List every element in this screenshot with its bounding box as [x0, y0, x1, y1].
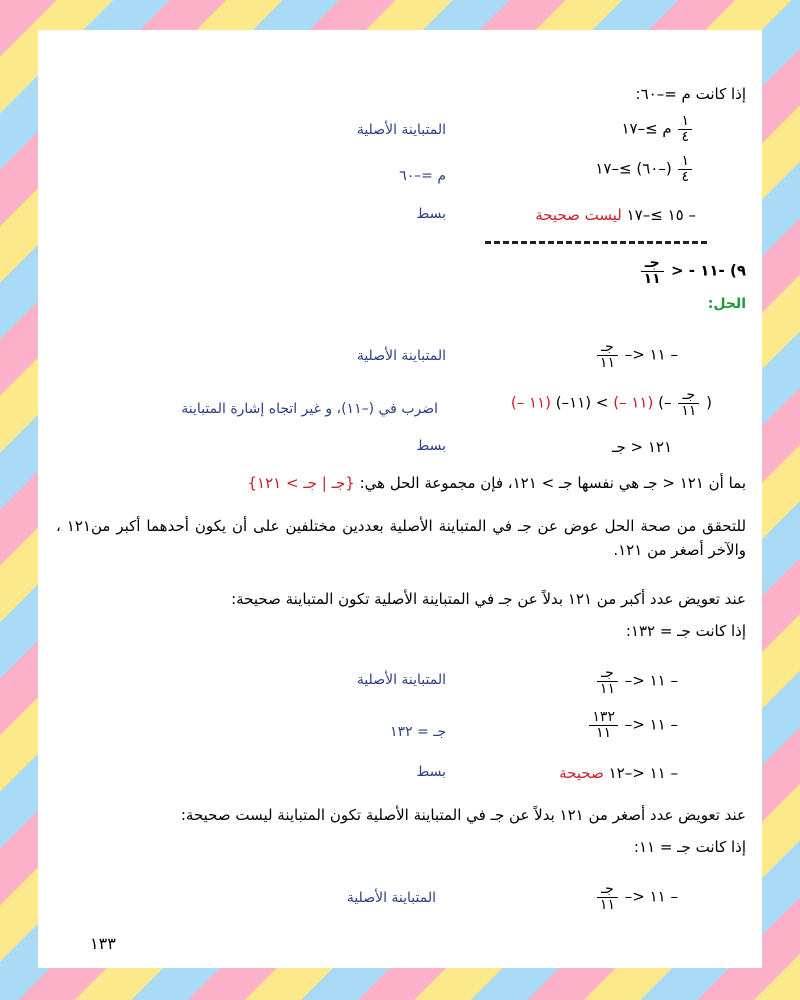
substitution-label: جـ = ١٣٢: [390, 724, 446, 740]
multiply-note: اضرب في (–١١)، و غير اتجاه إشارة المتباينة: [181, 401, 438, 417]
substitution-label: م =–٦٠: [399, 168, 446, 184]
eq-row-2: $\frac{١}{٤}$ (–٦٠) ≥–١٧: [595, 154, 694, 184]
fraction-j-over-11: $\frac{\text{جـ}}{١١}$: [597, 666, 618, 696]
simplify-label: بسط: [416, 438, 446, 454]
solution-set-value: {جـ | جـ > ١٢١}: [247, 474, 355, 492]
original-inequality-label: المتباينة الأصلية: [356, 348, 446, 364]
true-badge: صحيحة: [559, 764, 604, 782]
if-m-line: إذا كانت م =–٦٠:: [635, 85, 746, 103]
dashed-divider: [485, 241, 707, 244]
original-inequality-label: المتباينة الأصلية: [356, 122, 446, 138]
fraction-j-over-11: $\frac{\text{جـ}}{١١}$: [678, 388, 699, 418]
original-inequality-label: المتباينة الأصلية: [356, 672, 446, 688]
page-number: ١٣٣: [90, 934, 116, 953]
fraction-j-over-11: $\frac{\text{جـ}}{١١}$: [597, 340, 618, 370]
verify-paragraph: للتحقق من صحة الحل عوض عن جـ في المتباينة الأصلية بعددين مختلفين على أن يكون أحدهما أكبر من١٢١ ، والآخر أصغر من ١٢١.: [56, 517, 747, 559]
false-badge: ليست صحيحة: [535, 206, 622, 224]
solution-eq-1: – ١١ <– $\frac{\text{جـ}}{١١}$: [595, 340, 678, 370]
check-eq-1: – ١١ <– $\frac{\text{جـ}}{١١}$: [595, 666, 678, 696]
problem-number: ٩): [729, 261, 746, 280]
eq-row-1: $\frac{١}{٤}$ م ≥–١٧: [621, 114, 694, 144]
solution-heading: الحل:: [707, 296, 746, 312]
fraction-one-quarter: $\frac{١}{٤}$: [678, 154, 692, 184]
simplify-label: بسط: [416, 764, 446, 780]
result-equation: ١٢١ < جـ: [612, 438, 672, 456]
check-eq-3: – ١١ <–١٢ صحيحة: [559, 764, 678, 782]
fraction-132-over-11: $\frac{١٣٢}{١١}$: [589, 710, 618, 740]
fraction-one-quarter: $\frac{١}{٤}$: [678, 114, 692, 144]
check-eq-2: – ١١ <– $\frac{١٣٢}{١١}$: [587, 710, 678, 740]
multiply-equation: (– ١١) (–١١) < (– ١١) (– $\frac{\text{جـ}}{١١}$ ): [510, 387, 712, 419]
problem-9-line: ٩) -١١ - < $\frac{\text{جـ}}{١١}$: [639, 256, 746, 286]
worksheet-page: [38, 30, 762, 968]
fraction-j-over-11: $\frac{\text{جـ}}{١١}$: [597, 882, 618, 912]
smaller-paragraph: عند تعويض عدد أصغر من ١٢١ بدلاً عن جـ في المتباينة الأصلية تكون المتباينة ليست صحيحة:: [180, 806, 746, 824]
original-inequality-label: المتباينة الأصلية: [346, 890, 436, 906]
fraction-j-over-11: $\frac{\text{جـ}}{١١}$: [641, 256, 664, 286]
if-j-132-line: إذا كانت جـ = ١٣٢:: [625, 622, 746, 640]
check-eq-4: – ١١ <– $\frac{\text{جـ}}{١١}$: [595, 882, 678, 912]
eq-row-3: – ١٥ ≥–١٧ ليست صحيحة: [535, 206, 696, 224]
greater-paragraph: عند تعويض عدد أكبر من ١٢١ بدلاً عن جـ في المتباينة الأصلية تكون المتباينة صحيحة:: [231, 590, 746, 608]
simplify-label: بسط: [416, 206, 446, 222]
if-j-11-line: إذا كانت جـ = ١١:: [633, 838, 746, 856]
solution-set-line: بما أن ١٢١ < جـ هي نفسها جـ > ١٢١، فإن مجموعة الحل هي: {جـ | جـ > ١٢١}: [247, 474, 746, 492]
